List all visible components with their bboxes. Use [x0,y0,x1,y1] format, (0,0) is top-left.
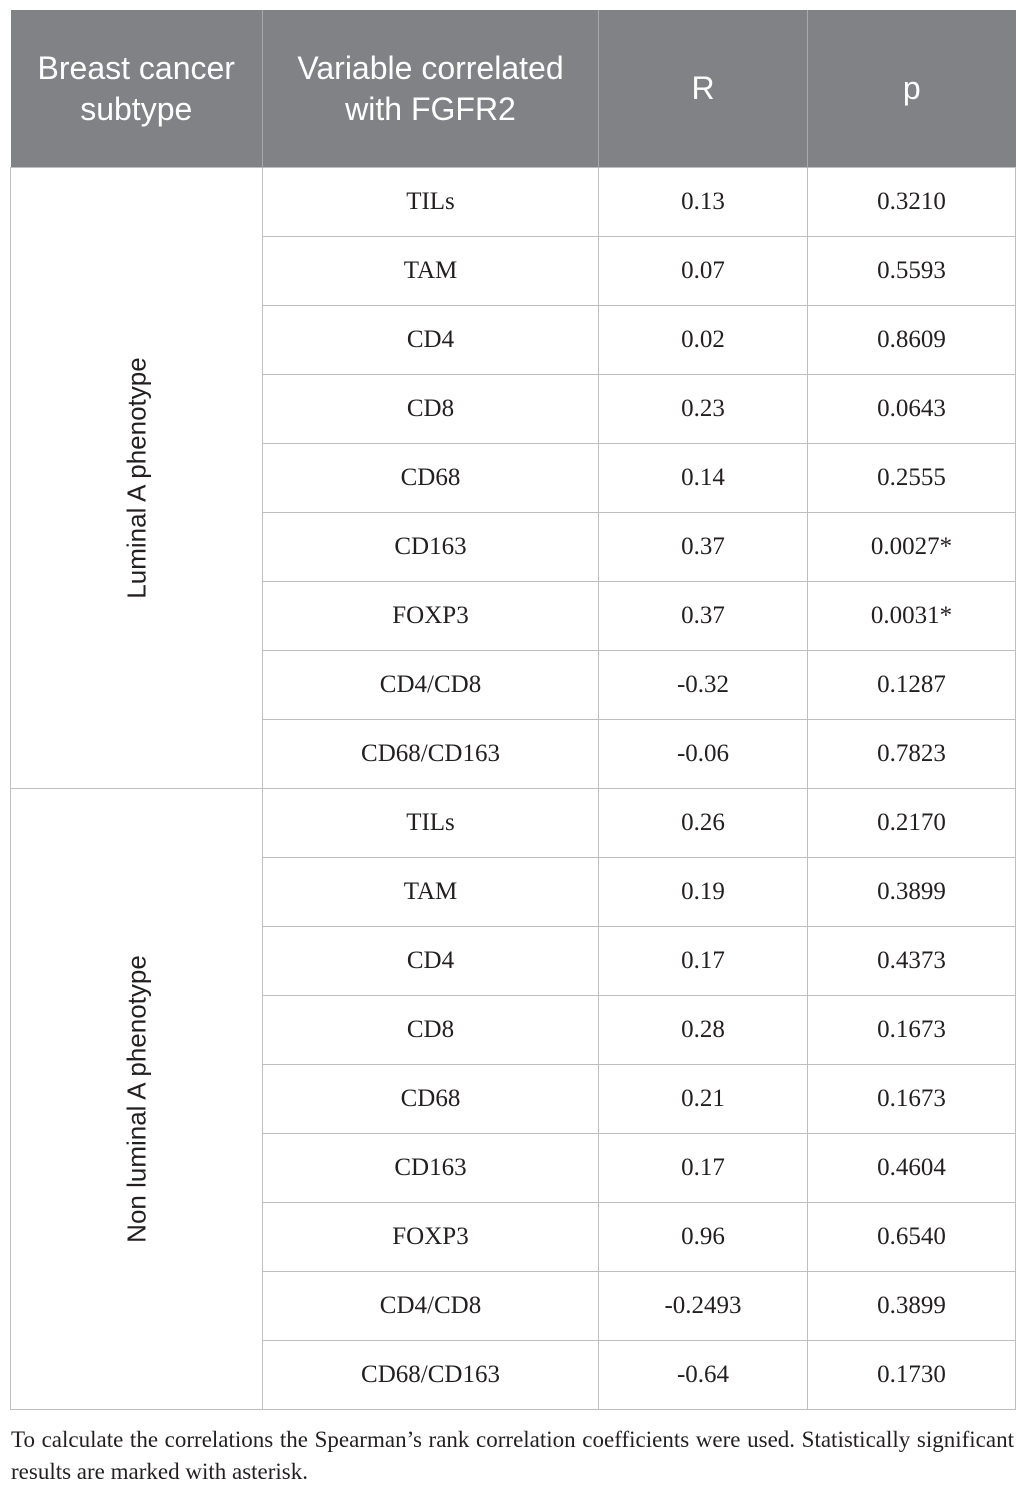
r-value-cell: 0.13 [599,168,808,237]
variable-cell: CD163 [263,1134,599,1203]
subtype-group-cell [11,789,263,1410]
p-value-cell: 0.4373 [808,927,1016,996]
table-body [11,168,1016,1410]
p-value-cell: 0.7823 [808,720,1016,789]
table-footnote: To calculate the correlations the Spearman’s rank correlation coefficients were used. Statistically significant results are marked with asterisk. [11,1427,1014,1484]
header-r: R [599,10,808,168]
r-value-cell: -0.06 [599,720,808,789]
r-value-cell: 0.37 [599,582,808,651]
r-value-cell: 0.23 [599,375,808,444]
variable-cell: CD68/CD163 [263,1341,599,1410]
variable-cell: CD4/CD8 [263,1272,599,1341]
p-value-cell: 0.6540 [808,1203,1016,1272]
variable-cell: CD68/CD163 [263,720,599,789]
r-value-cell: 0.17 [599,1134,808,1203]
p-value-cell: 0.2555 [808,444,1016,513]
variable-cell: TILs [263,168,599,237]
r-value-cell: -0.64 [599,1341,808,1410]
variable-cell: CD8 [263,375,599,444]
r-value-cell: 0.02 [599,306,808,375]
p-value-cell: 0.1673 [808,996,1016,1065]
variable-cell: FOXP3 [263,582,599,651]
variable-cell: CD4 [263,306,599,375]
header-variable: Variable correlated with FGFR2 [263,10,599,168]
table-row [11,789,1016,858]
subtype-group-cell [11,168,263,789]
r-value-cell: 0.37 [599,513,808,582]
subtype-group-label: Non luminal A phenotype [121,955,151,1243]
header-subtype: Breast cancer subtype [11,10,263,168]
r-value-cell: 0.19 [599,858,808,927]
correlation-table-container [10,10,1015,1410]
variable-cell: CD163 [263,513,599,582]
p-value-cell: 0.1730 [808,1341,1016,1410]
header-p: p [808,10,1016,168]
p-value-cell: 0.0027* [808,513,1016,582]
r-value-cell: 0.14 [599,444,808,513]
subtype-group-label: Luminal A phenotype [121,357,151,599]
table-row [11,168,1016,237]
p-value-cell: 0.3210 [808,168,1016,237]
p-value-cell: 0.1673 [808,1065,1016,1134]
variable-cell: TILs [263,789,599,858]
variable-cell: CD4/CD8 [263,651,599,720]
variable-cell: CD4 [263,927,599,996]
variable-cell: TAM [263,858,599,927]
p-value-cell: 0.2170 [808,789,1016,858]
r-value-cell: 0.96 [599,1203,808,1272]
p-value-cell: 0.5593 [808,237,1016,306]
variable-cell: CD8 [263,996,599,1065]
r-value-cell: 0.07 [599,237,808,306]
variable-cell: CD68 [263,444,599,513]
r-value-cell: -0.32 [599,651,808,720]
p-value-cell: 0.0031* [808,582,1016,651]
table-header [11,10,1016,168]
p-value-cell: 0.3899 [808,1272,1016,1341]
r-value-cell: 0.26 [599,789,808,858]
r-value-cell: 0.17 [599,927,808,996]
correlation-table [10,10,1016,1410]
p-value-cell: 0.3899 [808,858,1016,927]
variable-cell: CD68 [263,1065,599,1134]
r-value-cell: -0.2493 [599,1272,808,1341]
header-row [11,10,1016,168]
r-value-cell: 0.21 [599,1065,808,1134]
p-value-cell: 0.1287 [808,651,1016,720]
variable-cell: TAM [263,237,599,306]
p-value-cell: 0.0643 [808,375,1016,444]
p-value-cell: 0.8609 [808,306,1016,375]
r-value-cell: 0.28 [599,996,808,1065]
p-value-cell: 0.4604 [808,1134,1016,1203]
variable-cell: FOXP3 [263,1203,599,1272]
